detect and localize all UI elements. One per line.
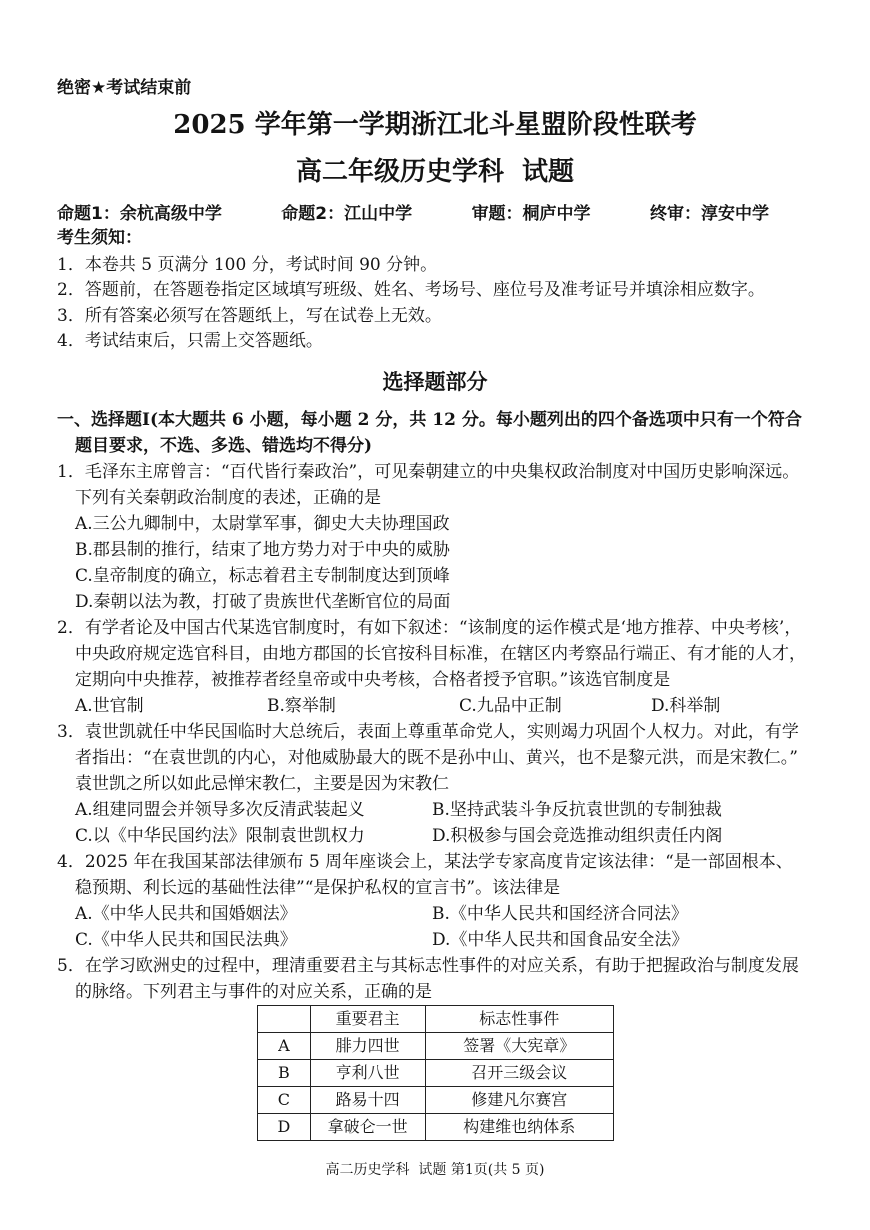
notice-item: 4．考试结束后，只需上交答题纸。 [57, 331, 323, 352]
option-a: A.世官制 [75, 695, 144, 716]
table-cell-option: A [258, 1032, 311, 1059]
table-row [258, 1032, 614, 1059]
question-stem-line: 5．在学习欧洲史的过程中，理清重要君主与其标志性事件的对应关系，有助于把握政治与制度发展 [57, 955, 799, 976]
exam-subtitle: 高二年级历史学科 试题 [295, 157, 575, 187]
option-a: A.组建同盟会并领导多次反清武装起义 [75, 799, 365, 820]
table-header-cell: 标志性事件 [425, 1005, 614, 1032]
table-header-row [258, 1005, 614, 1032]
section-title: 选择题部分 [382, 369, 488, 394]
option-b: B.《中华人民共和国经济合同法》 [432, 903, 688, 924]
table-cell-event: 召开三级会议 [425, 1059, 614, 1086]
option-d: D.秦朝以法为教，打破了贵族世代垄断官位的局面 [75, 591, 451, 612]
notice-item: 3．所有答案必须写在答题纸上，写在试卷上无效。 [57, 305, 442, 326]
option-b: B.坚持武装斗争反抗袁世凯的专制独裁 [432, 799, 722, 820]
table-header-cell: 重要君主 [310, 1005, 425, 1032]
option-b: B.郡县制的推行，结束了地方势力对于中央的威胁 [75, 539, 450, 560]
option-c: C.皇帝制度的确立，标志着君主专制制度达到顶峰 [75, 565, 450, 586]
table-cell-monarch: 腓力四世 [310, 1032, 425, 1059]
table-cell-monarch: 路易十四 [310, 1086, 425, 1113]
options-row [57, 797, 870, 823]
question-stem-line: 1．毛泽东主席曾言：“百代皆行秦政治”，可见秦朝建立的中央集权政治制度对中国历史影响深远。 [57, 461, 800, 482]
page-footer: 高二历史学科 试题 第1页(共 5 页) [325, 1162, 545, 1178]
table-header-cell [258, 1005, 311, 1032]
question-2 [57, 615, 870, 719]
question-stem-line: 的脉络。下列君主与事件的对应关系，正确的是 [75, 981, 432, 1002]
credit-final-reviewer: 终审：淳安中学 [650, 204, 769, 224]
notice-heading: 考生须知： [57, 228, 142, 248]
table-cell-event: 修建凡尔赛宫 [425, 1086, 614, 1113]
question-stem-line: 定期向中央推荐，被推荐者经皇帝或中央考核，合格者授予官职。”该选官制度是 [75, 669, 671, 690]
confidential-label: 绝密★考试结束前 [57, 78, 192, 98]
option-d: D.积极参与国会竞选推动组织责任内阁 [432, 825, 723, 846]
notice-list [57, 253, 870, 355]
option-a: A.三公九卿制中，太尉掌军事，御史大夫协理国政 [75, 513, 450, 534]
option-a: A.《中华人民共和国婚姻法》 [75, 903, 297, 924]
option-c: C.以《中华民国约法》限制袁世凯权力 [75, 825, 365, 846]
credits-line [57, 202, 769, 226]
options-row [57, 901, 870, 927]
option-c: C.《中华人民共和国民法典》 [75, 929, 297, 950]
question-stem-line: 者指出：“在袁世凯的内心，对他威胁最大的既不是孙中山、黄兴，也不是黎元洪，而是宋教仁。” [75, 747, 798, 768]
table-cell-monarch: 亨利八世 [310, 1059, 425, 1086]
notice-item: 2．答题前，在答题卷指定区域填写班级、姓名、考场号、座位号及准考证号并填涂相应数字。 [57, 280, 765, 301]
question-stem-line: 稳预期、利长远的基础性法律”“是保护私权的宣言书”。该法律是 [75, 877, 561, 898]
question-stem-line: 袁世凯之所以如此忌惮宋教仁，主要是因为宋教仁 [75, 773, 449, 794]
table-row [258, 1086, 614, 1113]
question-stem-line: 下列有关秦朝政治制度的表述，正确的是 [75, 487, 381, 508]
part-heading-line: 一、选择题Ⅰ(本大题共 6 小题，每小题 2 分，共 12 分。每小题列出的四个备选项中只有一个符合 [57, 409, 802, 430]
credit-setter-1: 命题1：余杭高级中学 [57, 204, 222, 224]
table-cell-option: D [258, 1113, 311, 1140]
table-cell-event: 构建维也纳体系 [425, 1113, 614, 1140]
monarch-event-table [257, 1005, 614, 1141]
part-heading-line: 题目要求，不选、多选、错选均不得分) [75, 435, 373, 456]
options-row [57, 823, 870, 849]
option-c: C.九品中正制 [459, 695, 562, 716]
option-d: D.《中华人民共和国食品安全法》 [432, 929, 689, 950]
options-row [57, 693, 870, 719]
notice-item: 1．本卷共 5 页满分 100 分，考试时间 90 分钟。 [57, 255, 438, 275]
monarch-event-table-wrap [257, 1005, 870, 1141]
table-cell-event: 签署《大宪章》 [425, 1032, 614, 1059]
table-cell-option: B [258, 1059, 311, 1086]
part-heading [57, 407, 870, 459]
table-cell-option: C [258, 1086, 311, 1113]
question-5 [57, 953, 870, 1005]
question-stem-line: 3．袁世凯就任中华民国临时大总统后，表面上尊重革命党人，实则竭力巩固个人权力。对此，有学 [57, 721, 799, 742]
credit-setter-2: 命题2：江山中学 [281, 204, 413, 224]
credit-reviewer: 审题：桐庐中学 [471, 204, 591, 224]
option-b: B.察举制 [267, 695, 336, 716]
option-d: D.科举制 [651, 695, 721, 716]
question-stem-line: 中央政府规定选官科目，由地方郡国的长官按科目标准，在辖区内考察品行端正、有才能的人才， [75, 643, 806, 664]
options-row [57, 927, 870, 953]
question-stem-line: 4．2025 年在我国某部法律颁布 5 周年座谈会上，某法学专家高度肯定该法律：“是一部固根本、 [57, 851, 793, 872]
table-row [258, 1113, 614, 1140]
exam-title: 2025 学年第一学期浙江北斗星盟阶段性联考 [173, 110, 697, 140]
table-row [258, 1059, 614, 1086]
question-3 [57, 719, 870, 849]
question-stem-line: 2．有学者论及中国古代某选官制度时，有如下叙述：“该制度的运作模式是‘地方推荐、中央考核’， [57, 617, 802, 638]
question-1 [57, 459, 870, 615]
question-4 [57, 849, 870, 953]
table-cell-monarch: 拿破仑一世 [310, 1113, 425, 1140]
